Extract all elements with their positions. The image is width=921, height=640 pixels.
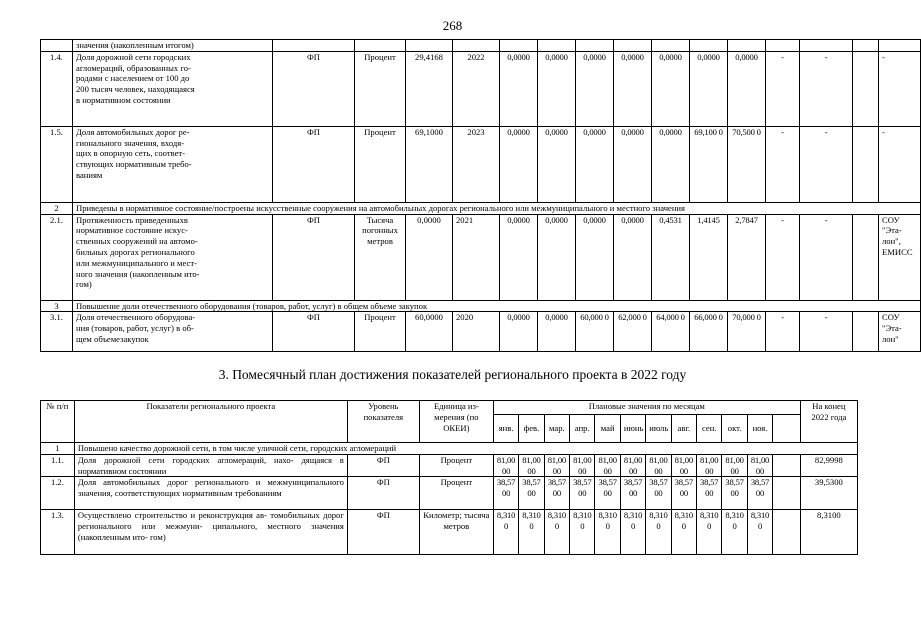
value-cell: 64,000 0 xyxy=(652,312,690,352)
table-row xyxy=(41,477,858,510)
header-unit: Единица из- мерения (по ОКЕИ) xyxy=(419,401,493,443)
header-planned: Плановые значения по месяцам xyxy=(493,401,800,415)
section-title: Повышение доли отечественного оборудования (товаров, работ, услуг) в общем объеме закупок xyxy=(73,300,921,312)
table-row xyxy=(41,454,858,477)
indicators-table-continued xyxy=(40,39,921,352)
month-value: 8,310 0 xyxy=(722,510,747,555)
base-year: 2020 xyxy=(453,312,500,352)
value-cell: 0,0000 xyxy=(538,51,576,126)
table-row xyxy=(41,510,858,555)
month-value: 38,57 00 xyxy=(671,477,696,510)
base-value: 0,0000 xyxy=(406,214,453,300)
table-row xyxy=(41,40,921,52)
row-number: 1.4. xyxy=(41,51,73,126)
month-header: мар. xyxy=(544,415,569,443)
indicator-name: Доля дорожной сети городских агломераций, нахо- дящаяся в нормативном состоянии xyxy=(74,454,347,477)
year-end-value: 82,9998 xyxy=(800,454,857,477)
value-cell: - xyxy=(800,126,853,202)
month-value: 81,00 00 xyxy=(620,454,645,477)
month-value: 8,310 0 xyxy=(493,510,518,555)
month-value: 8,310 0 xyxy=(697,510,722,555)
unit: Процент xyxy=(355,51,406,126)
value-cell: - xyxy=(766,214,800,300)
section-heading: 3. Помесячный план достижения показателей регионального проекта в 2022 году xyxy=(218,367,687,382)
base-year: 2023 xyxy=(453,126,500,202)
continuation-text: значения (накопленным итогом) xyxy=(73,40,273,52)
section-row xyxy=(41,300,921,312)
value-cell: 0,4531 xyxy=(652,214,690,300)
year-end-value: 8,3100 xyxy=(800,510,857,555)
month-value: 8,310 0 xyxy=(570,510,595,555)
indicator-name: Доля автомобильных дорог ре- гионального значения, входя- щих в опорную сеть, соответ- ствующих нормативным требо- ваниям xyxy=(73,126,273,202)
month-value: 38,57 00 xyxy=(697,477,722,510)
header-end: На конец 2022 года xyxy=(800,401,857,443)
base-value: 29,4168 xyxy=(406,51,453,126)
header-indicator: Показатели регионального проекта xyxy=(74,401,347,443)
month-header: июнь xyxy=(620,415,645,443)
value-cell: - xyxy=(766,51,800,126)
month-value: 81,00 00 xyxy=(646,454,671,477)
month-value: 8,310 0 xyxy=(646,510,671,555)
row-number: 1.1. xyxy=(41,454,75,477)
unit: Процент xyxy=(419,477,493,510)
value-cell: - xyxy=(766,312,800,352)
section-row xyxy=(41,443,858,455)
level: ФП xyxy=(347,454,419,477)
value-cell: 0,0000 xyxy=(576,126,614,202)
month-header: авг. xyxy=(671,415,696,443)
header-level: Уровень показателя xyxy=(347,401,419,443)
value-cell: 0,0000 xyxy=(538,312,576,352)
value-cell: 62,000 0 xyxy=(614,312,652,352)
month-value: 81,00 00 xyxy=(493,454,518,477)
value-cell: 0,0000 xyxy=(728,51,766,126)
value-cell: 0,0000 xyxy=(576,214,614,300)
row-number: 2.1. xyxy=(41,214,73,300)
level: ФП xyxy=(273,214,355,300)
month-value: 8,310 0 xyxy=(671,510,696,555)
value-cell: 0,0000 xyxy=(538,126,576,202)
month-value: 38,57 00 xyxy=(544,477,569,510)
unit: Процент xyxy=(355,312,406,352)
month-value: 8,310 0 xyxy=(519,510,544,555)
indicator-name: Доля отечественного оборудова- ния (товаров, работ, услуг) в об- щем объемезакупок xyxy=(73,312,273,352)
month-value: 81,00 00 xyxy=(519,454,544,477)
value-cell: 70,000 0 xyxy=(728,312,766,352)
value-cell: 66,000 0 xyxy=(690,312,728,352)
month-value: 8,310 0 xyxy=(544,510,569,555)
section-number: 1 xyxy=(41,443,75,455)
month-value: 81,00 00 xyxy=(595,454,620,477)
section-row xyxy=(41,202,921,214)
unit: Тысяча погонных метров xyxy=(355,214,406,300)
month-value: 38,57 00 xyxy=(595,477,620,510)
value-cell: 0,0000 xyxy=(652,126,690,202)
indicator-name: Доля дорожной сети городских агломераций, образованных го- родами с населением от 100 до 200 тысяч человек, находящаяся в нормативном состоянии xyxy=(73,51,273,126)
month-value: 81,00 00 xyxy=(671,454,696,477)
level: ФП xyxy=(347,477,419,510)
unit: Процент xyxy=(419,454,493,477)
section-number: 2 xyxy=(41,202,73,214)
level: ФП xyxy=(273,312,355,352)
month-value: 81,00 00 xyxy=(570,454,595,477)
unit: Километр; тысяча метров xyxy=(419,510,493,555)
value-cell: 0,0000 xyxy=(576,51,614,126)
header-num: № п/п xyxy=(41,401,75,443)
value-cell: - xyxy=(766,126,800,202)
table-row xyxy=(41,214,921,300)
month-header: апр. xyxy=(570,415,595,443)
month-header: янв. xyxy=(493,415,518,443)
indicator-name: Осуществлено строительство и реконструкция ав- томобильных дорог регионального или межмуни- ципального, местного значения (накопленным ито- гом) xyxy=(74,510,347,555)
table-row xyxy=(41,51,921,126)
month-header: май xyxy=(595,415,620,443)
base-year: 2022 xyxy=(453,51,500,126)
month-value: 38,57 00 xyxy=(493,477,518,510)
month-value: 38,57 00 xyxy=(570,477,595,510)
row-number: 1.5. xyxy=(41,126,73,202)
month-header: фев. xyxy=(519,415,544,443)
section-title: Повышено качество дорожной сети, в том числе уличной сети, городских агломераций xyxy=(74,443,857,455)
value-cell: 69,100 0 xyxy=(690,126,728,202)
value-cell: 0,0000 xyxy=(500,126,538,202)
value-cell: 0,0000 xyxy=(614,126,652,202)
month-value: 81,00 00 xyxy=(544,454,569,477)
table-row xyxy=(41,312,921,352)
month-value: 38,57 00 xyxy=(747,477,772,510)
value-cell: 1,4145 xyxy=(690,214,728,300)
base-value: 69,1000 xyxy=(406,126,453,202)
row-number: 1.2. xyxy=(41,477,75,510)
monthly-plan-table xyxy=(40,400,858,555)
level: ФП xyxy=(273,51,355,126)
base-year: 2021 xyxy=(453,214,500,300)
source-cell: - xyxy=(879,126,921,202)
month-value: 81,00 00 xyxy=(722,454,747,477)
value-cell: 70,500 0 xyxy=(728,126,766,202)
indicator-name: Протяженность приведенныхв нормативное состояние искус- ственных сооружений на автомо- бильных дорогах регионального или межмуниципального и мест- ного значения (накопленным ито- гом) xyxy=(73,214,273,300)
row-number: 1.3. xyxy=(41,510,75,555)
month-value: 38,57 00 xyxy=(646,477,671,510)
value-cell: 2,7847 xyxy=(728,214,766,300)
value-cell: - xyxy=(800,51,853,126)
month-header: ноя. xyxy=(747,415,772,443)
value-cell: 60,000 0 xyxy=(576,312,614,352)
section-number: 3 xyxy=(41,300,73,312)
source-cell: СОУ "Эта- лон" xyxy=(879,312,921,352)
year-end-value: 39,5300 xyxy=(800,477,857,510)
source-cell: СОУ "Эта- лон", ЕМИСС xyxy=(879,214,921,300)
indicator-name: Доля автомобильных дорог регионального и межмуниципального значения, соответствующих нормативным требованиям xyxy=(74,477,347,510)
level: ФП xyxy=(347,510,419,555)
value-cell: 0,0000 xyxy=(500,312,538,352)
month-header: окт. xyxy=(722,415,747,443)
section-title: Приведены в нормативное состояние/построены искусственные сооружения на автомобильных дорогах регионального или межмуниципального и местного значения xyxy=(73,202,921,214)
unit: Процент xyxy=(355,126,406,202)
value-cell: - xyxy=(800,312,853,352)
month-value: 38,57 00 xyxy=(519,477,544,510)
page-number: 268 xyxy=(442,18,463,33)
month-value: 38,57 00 xyxy=(722,477,747,510)
month-header: июль xyxy=(646,415,671,443)
month-value: 8,310 0 xyxy=(747,510,772,555)
value-cell: 0,0000 xyxy=(538,214,576,300)
base-value: 60,0000 xyxy=(406,312,453,352)
month-value: 81,00 00 xyxy=(697,454,722,477)
value-cell: 0,0000 xyxy=(614,51,652,126)
month-header: сен. xyxy=(697,415,722,443)
source-cell: - xyxy=(879,51,921,126)
level: ФП xyxy=(273,126,355,202)
value-cell: 0,0000 xyxy=(652,51,690,126)
value-cell: 0,0000 xyxy=(690,51,728,126)
month-value: 38,57 00 xyxy=(620,477,645,510)
month-value: 81,00 00 xyxy=(747,454,772,477)
value-cell: - xyxy=(800,214,853,300)
month-value: 8,310 0 xyxy=(620,510,645,555)
row-number: 3.1. xyxy=(41,312,73,352)
header-row xyxy=(41,401,858,415)
value-cell: 0,0000 xyxy=(500,214,538,300)
table-row xyxy=(41,126,921,202)
value-cell: 0,0000 xyxy=(614,214,652,300)
month-value: 8,310 0 xyxy=(595,510,620,555)
value-cell: 0,0000 xyxy=(500,51,538,126)
